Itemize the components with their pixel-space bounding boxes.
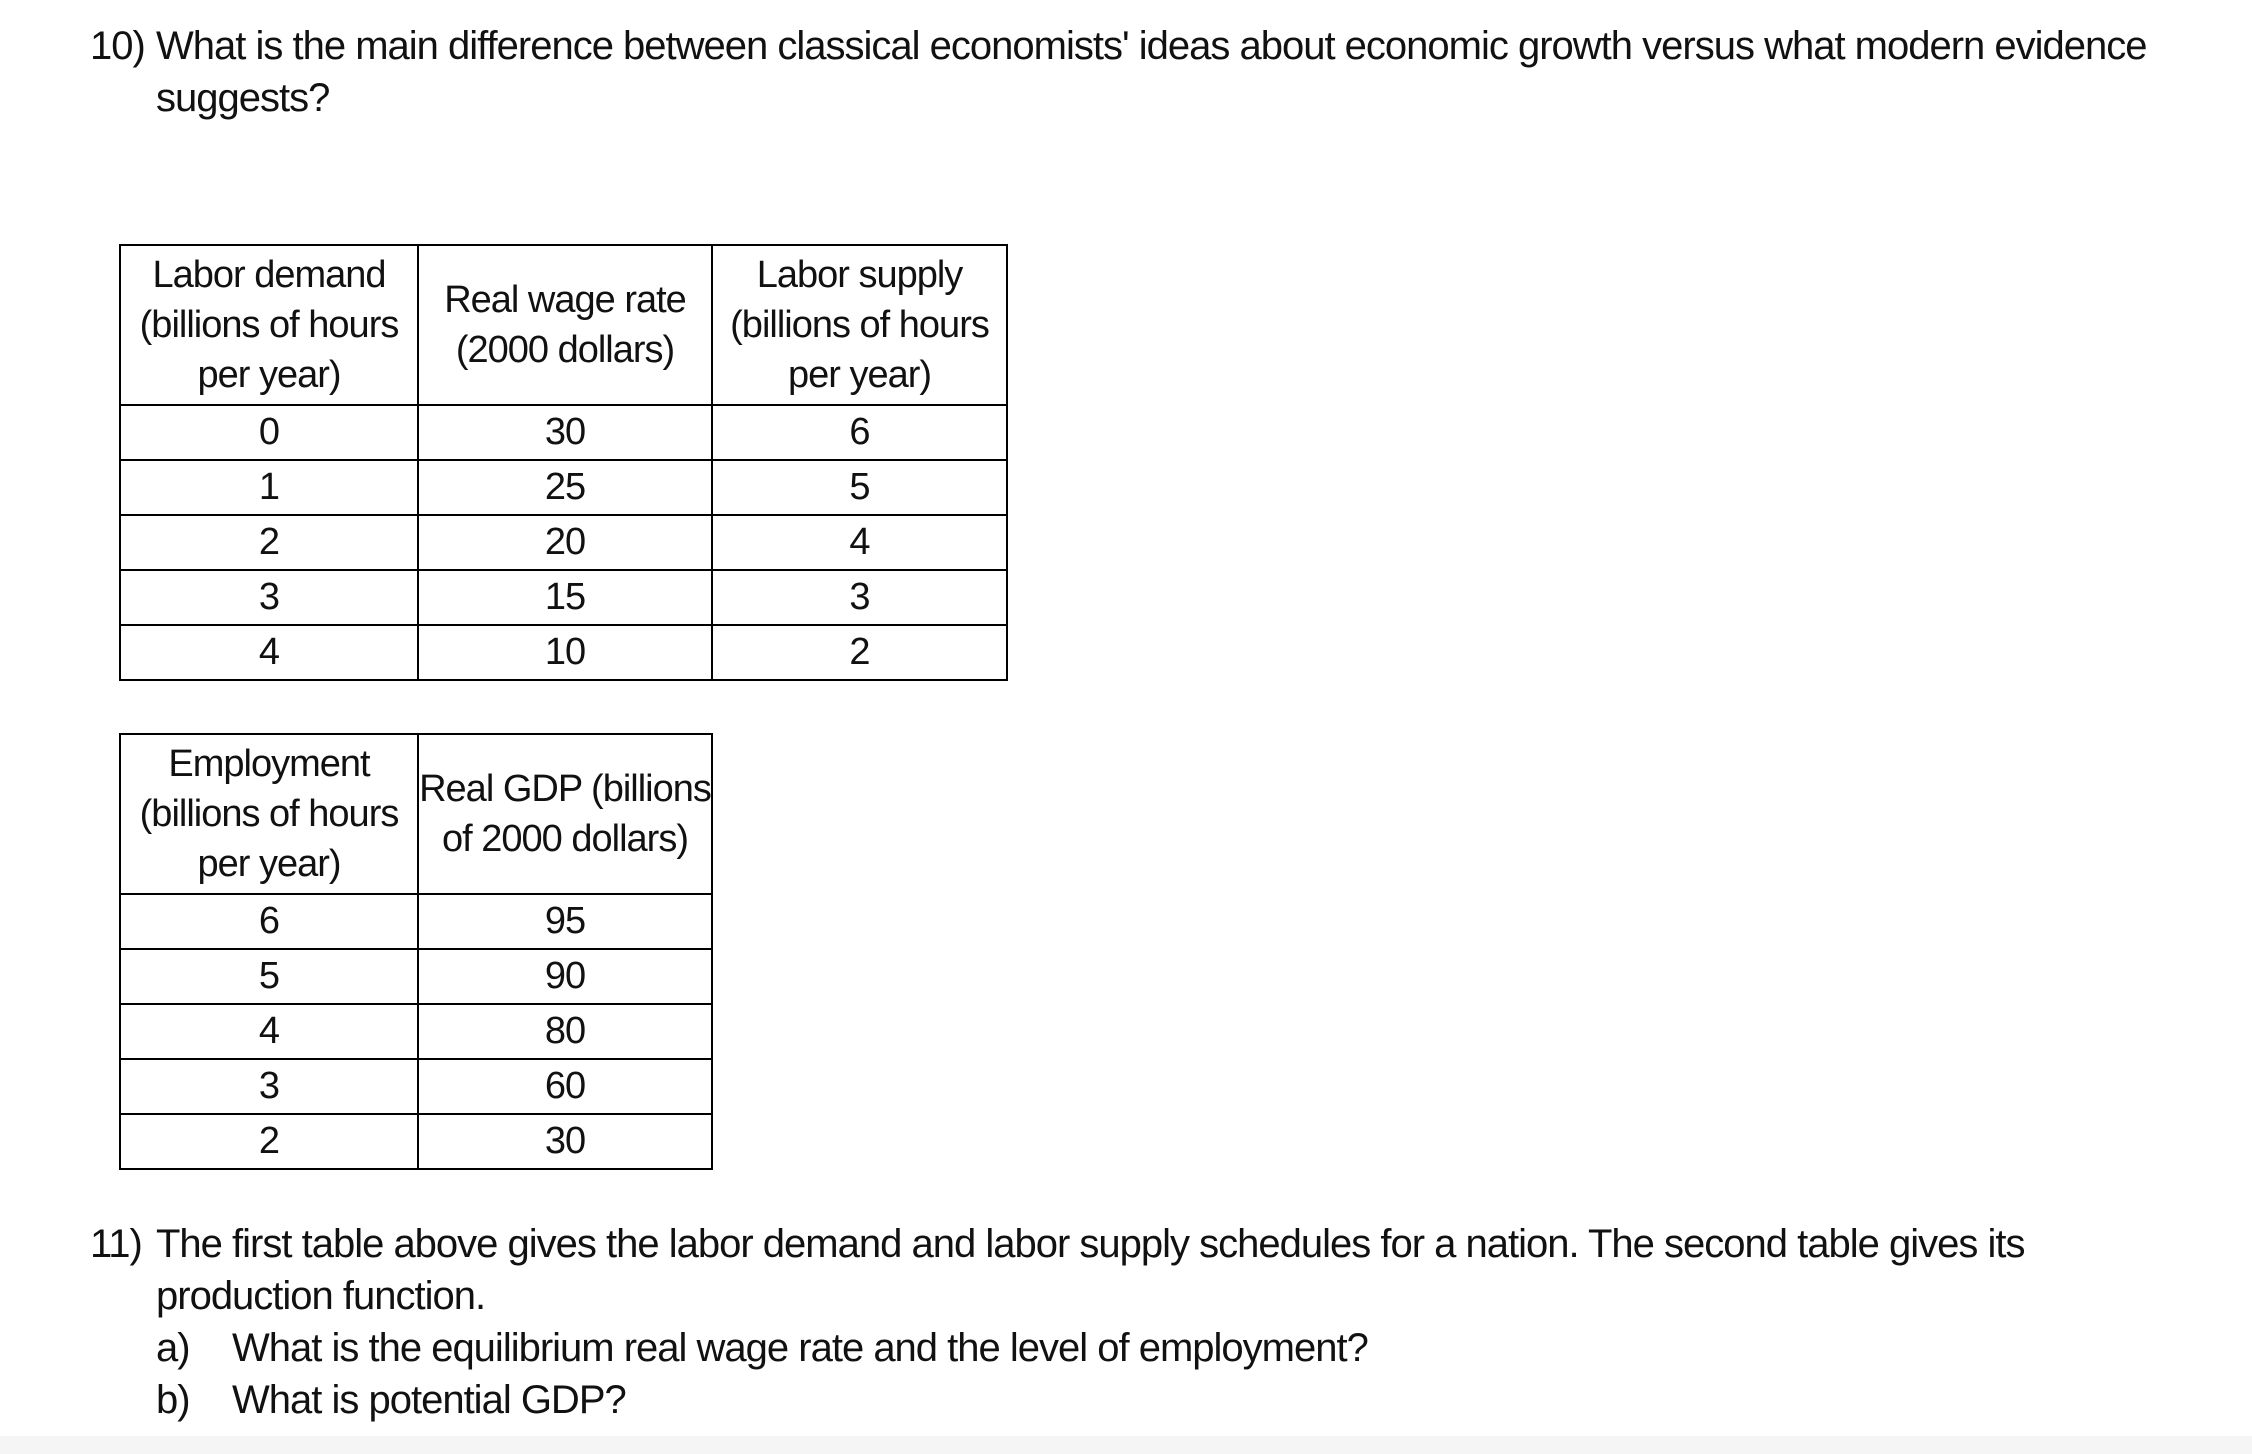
table-cell: 4: [120, 625, 418, 680]
table-cell: 2: [712, 625, 1007, 680]
table-cell: 3: [712, 570, 1007, 625]
table-cell: 20: [418, 515, 712, 570]
table-row: [120, 515, 1007, 570]
table-cell: 5: [120, 949, 418, 1004]
table-cell: 3: [120, 1059, 418, 1114]
question-10: [90, 20, 2170, 124]
column-header-labor-demand: Labor demand (billions of hours per year): [120, 245, 418, 405]
table-row: [120, 1114, 712, 1169]
page-bottom-edge: [0, 1436, 2252, 1454]
table-cell: 10: [418, 625, 712, 680]
column-header-real-gdp: Real GDP (billions of 2000 dollars): [418, 734, 712, 894]
question-part-b: [156, 1374, 2210, 1426]
part-label: b): [156, 1378, 190, 1422]
table-header-row: [120, 734, 712, 894]
question-parts: [156, 1322, 2210, 1426]
table-row: [120, 1004, 712, 1059]
table-cell: 30: [418, 1114, 712, 1169]
table-cell: 25: [418, 460, 712, 515]
question-11: [90, 1218, 2210, 1426]
table-header-row: [120, 245, 1007, 405]
table-cell: 2: [120, 1114, 418, 1169]
table-cell: 0: [120, 405, 418, 460]
table-cell: 4: [712, 515, 1007, 570]
table-cell: 90: [418, 949, 712, 1004]
table-row: [120, 949, 712, 1004]
part-text: What is potential GDP?: [232, 1378, 626, 1422]
table-cell: 15: [418, 570, 712, 625]
table-cell: 6: [120, 894, 418, 949]
table-cell: 5: [712, 460, 1007, 515]
production-function-table: [119, 733, 713, 1170]
table-row: [120, 1059, 712, 1114]
table-cell: 3: [120, 570, 418, 625]
table-cell: 2: [120, 515, 418, 570]
question-number: 11): [90, 1222, 142, 1266]
column-header-employment: Employment (billions of hours per year): [120, 734, 418, 894]
table-row: [120, 625, 1007, 680]
table-cell: 6: [712, 405, 1007, 460]
part-label: a): [156, 1326, 190, 1370]
column-header-labor-supply: Labor supply (billions of hours per year): [712, 245, 1007, 405]
table-cell: 80: [418, 1004, 712, 1059]
labor-market-table: [119, 244, 1008, 681]
table-row: [120, 460, 1007, 515]
table-row: [120, 405, 1007, 460]
table-cell: 4: [120, 1004, 418, 1059]
table-cell: 30: [418, 405, 712, 460]
table-cell: 95: [418, 894, 712, 949]
question-text: What is the main difference between classical economists' ideas about economic growth versus what modern evidence suggests?: [156, 24, 2147, 120]
part-text: What is the equilibrium real wage rate and the level of employment?: [232, 1326, 1368, 1370]
table-cell: 60: [418, 1059, 712, 1114]
column-header-real-wage-rate: Real wage rate (2000 dollars): [418, 245, 712, 405]
question-part-a: [156, 1322, 2210, 1374]
table-row: [120, 894, 712, 949]
table-row: [120, 570, 1007, 625]
question-text: The first table above gives the labor demand and labor supply schedules for a nation. The second table gives its production function.: [156, 1222, 2025, 1318]
table-cell: 1: [120, 460, 418, 515]
question-number: 10): [90, 24, 145, 68]
